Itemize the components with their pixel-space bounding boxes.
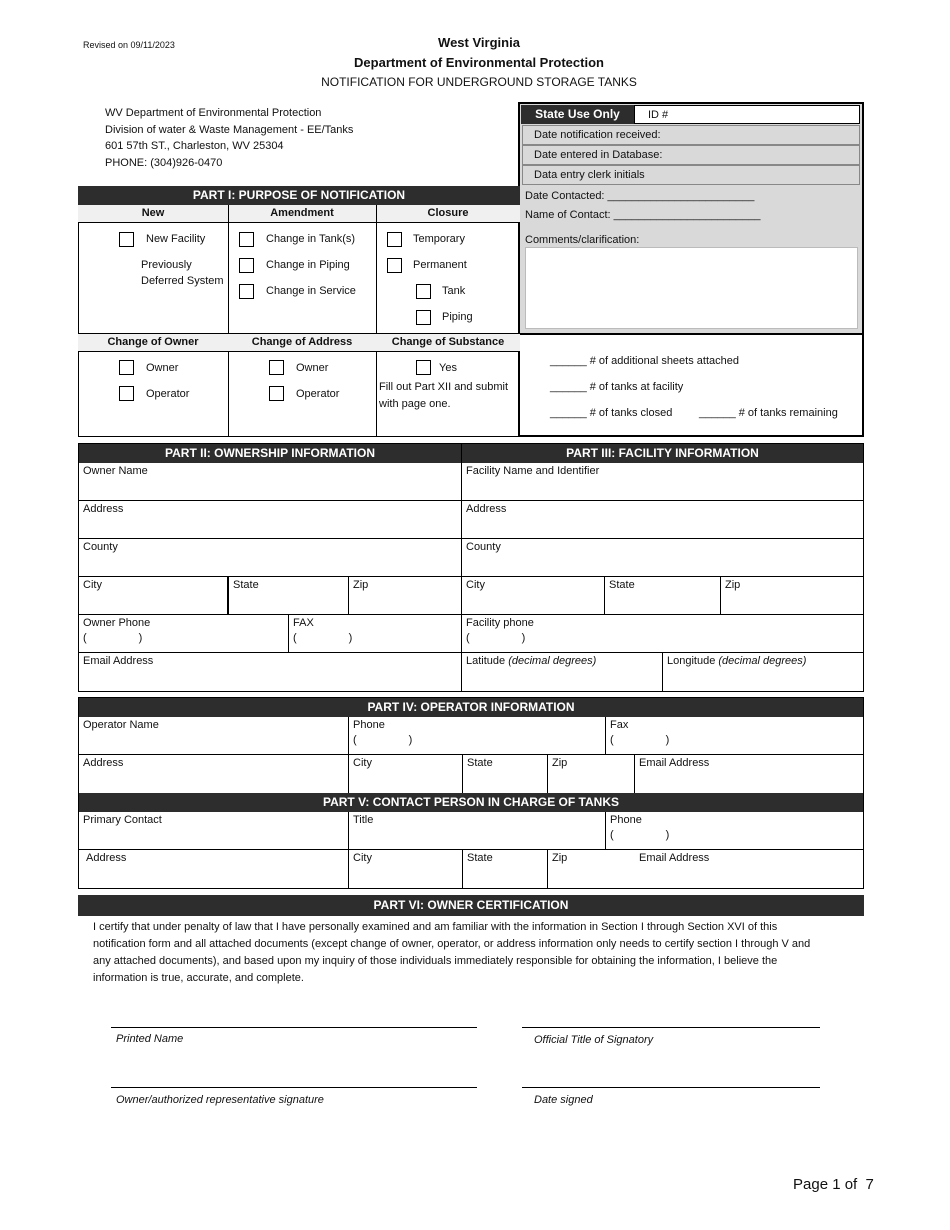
primary-contact-field[interactable]	[79, 812, 349, 850]
operator-state-field[interactable]	[463, 755, 548, 793]
operator-zip-field[interactable]	[548, 755, 635, 793]
operator-address-field[interactable]	[79, 755, 349, 793]
owner-fax-label: FAX	[293, 617, 314, 629]
facility-address-label: Address	[466, 503, 507, 515]
new-facility-label: New Facility	[146, 233, 206, 245]
change-substance-header: Change of Substance	[391, 336, 505, 348]
comments-field[interactable]	[525, 247, 858, 329]
state-use-box	[518, 102, 864, 335]
name-of-contact-field[interactable]: Name of Contact: ________________________	[525, 209, 761, 221]
operator-phone-label: Phone	[353, 719, 385, 731]
date-entered-label: Date entered in Database:	[534, 149, 663, 161]
facility-zip-field[interactable]	[721, 577, 863, 615]
change-address-owner-label: Owner	[296, 362, 329, 374]
contact-phone-field[interactable]	[606, 812, 863, 850]
official-title-label: Official Title of Signatory	[534, 1034, 654, 1046]
part3-title: PART III: FACILITY INFORMATION	[462, 444, 863, 463]
closure-tank-label: Tank	[442, 285, 466, 297]
agency-phone: PHONE: (304)926-0470	[105, 157, 223, 169]
comments-label: Comments/clarification:	[525, 234, 640, 246]
operator-city-field[interactable]	[349, 755, 463, 793]
longitude-units: (decimal degrees)	[718, 655, 807, 667]
facility-address-field[interactable]	[462, 501, 863, 539]
change-piping-label: Change in Piping	[266, 259, 350, 271]
revised-date: Revised on 09/11/2023	[83, 40, 175, 50]
change-address-owner-checkbox[interactable]	[269, 360, 284, 375]
new-facility-checkbox[interactable]	[119, 232, 134, 247]
owner-county-field[interactable]	[79, 539, 461, 577]
change-owner-operator-checkbox[interactable]	[119, 386, 134, 401]
header-department: Department of Environmental Protection	[354, 55, 604, 70]
part5-title: PART V: CONTACT PERSON IN CHARGE OF TANKS	[79, 793, 863, 812]
certification-line-3: any attached documents), and based upon my inquiry of those individuals immediately responsible for obtaining the information, I believe the	[93, 955, 778, 967]
agency-line-1: WV Department of Environmental Protection	[105, 107, 322, 119]
owner-address-field[interactable]	[79, 501, 461, 539]
tanks-closed-field[interactable]: ______ # of tanks closed	[550, 407, 673, 419]
owner-phone-paren: ( )	[83, 632, 143, 644]
change-service-checkbox[interactable]	[239, 284, 254, 299]
form-title: NOTIFICATION FOR UNDERGROUND STORAGE TANKS	[321, 75, 637, 89]
permanent-label: Permanent	[413, 259, 467, 271]
contact-city-label: City	[353, 852, 372, 864]
facility-city-field[interactable]	[462, 577, 605, 615]
fill-out-with-page-one: with page one.	[379, 398, 451, 410]
change-address-operator-checkbox[interactable]	[269, 386, 284, 401]
owner-address-label: Address	[83, 503, 124, 515]
printed-name-label: Printed Name	[116, 1033, 184, 1045]
col-amendment: Amendment	[270, 207, 334, 219]
longitude-field[interactable]	[663, 653, 863, 691]
official-title-line[interactable]	[522, 1027, 820, 1028]
tanks-remaining-field[interactable]: ______ # of tanks remaining	[699, 407, 838, 419]
printed-name-line[interactable]	[111, 1027, 477, 1028]
permanent-checkbox[interactable]	[387, 258, 402, 273]
change-owner-header: Change of Owner	[107, 336, 199, 348]
owner-city-field[interactable]	[79, 577, 229, 615]
change-piping-checkbox[interactable]	[239, 258, 254, 273]
date-contacted-field[interactable]: Date Contacted: ________________________	[525, 190, 755, 202]
page-number: Page 1 of 7	[793, 1176, 874, 1193]
operator-fax-label: Fax	[610, 719, 629, 731]
change-address-operator-label: Operator	[296, 388, 340, 400]
owner-fax-paren: ( )	[293, 632, 353, 644]
part6-title: PART VI: OWNER CERTIFICATION	[78, 895, 864, 916]
clerk-initials-label: Data entry clerk initials	[534, 169, 645, 181]
agency-line-2: Division of water & Waste Management - EE/Tanks	[105, 124, 354, 136]
part4-title: PART IV: OPERATOR INFORMATION	[79, 698, 863, 717]
owner-phone-field[interactable]	[79, 615, 289, 653]
facility-name-label: Facility Name and Identifier	[466, 465, 600, 477]
operator-name-label: Operator Name	[83, 719, 159, 731]
contact-phone-label: Phone	[610, 814, 642, 826]
date-signed-line[interactable]	[522, 1087, 820, 1088]
owner-state-label: State	[233, 579, 259, 591]
facility-phone-paren: ( )	[466, 632, 526, 644]
operator-fax-paren: ( )	[610, 734, 670, 746]
change-substance-yes-label: Yes	[439, 362, 457, 374]
owner-zip-label: Zip	[353, 579, 369, 591]
facility-county-label: County	[466, 541, 501, 553]
signature-line[interactable]	[111, 1087, 477, 1088]
contact-city-field[interactable]	[349, 850, 463, 888]
closure-piping-checkbox[interactable]	[416, 310, 431, 325]
agency-line-3: 601 57th ST., Charleston, WV 25304	[105, 140, 284, 152]
contact-title-field[interactable]	[349, 812, 606, 850]
operator-email-field[interactable]	[635, 755, 863, 793]
owner-email-label: Email Address	[83, 655, 154, 667]
closure-tank-checkbox[interactable]	[416, 284, 431, 299]
change-tanks-label: Change in Tank(s)	[266, 233, 356, 245]
date-received-label: Date notification received:	[534, 129, 661, 141]
latitude-label: Latitude	[466, 655, 506, 667]
state-use-title: State Use Only	[521, 105, 634, 124]
change-tanks-checkbox[interactable]	[239, 232, 254, 247]
change-owner-operator-label: Operator	[146, 388, 190, 400]
header-state: West Virginia	[438, 35, 520, 50]
facility-name-field[interactable]	[462, 463, 863, 501]
change-service-label: Change in Service	[266, 285, 356, 297]
contact-zip-label: Zip	[552, 852, 568, 864]
owner-county-label: County	[83, 541, 118, 553]
tanks-at-facility-field[interactable]: ______ # of tanks at facility	[550, 381, 684, 393]
contact-phone-paren: ( )	[610, 829, 670, 841]
col-closure: Closure	[427, 207, 469, 219]
part2-title: PART II: OWNERSHIP INFORMATION	[79, 444, 461, 463]
owner-name-label: Owner Name	[83, 465, 148, 477]
primary-contact-label: Primary Contact	[83, 814, 162, 826]
operator-state-label: State	[467, 757, 493, 769]
contact-address-field[interactable]	[79, 850, 349, 888]
operator-fax-field[interactable]	[606, 717, 863, 755]
contact-state-field[interactable]	[463, 850, 548, 888]
facility-zip-label: Zip	[725, 579, 741, 591]
facility-phone-label: Facility phone	[466, 617, 534, 629]
part1-title: PART I: PURPOSE OF NOTIFICATION	[78, 186, 520, 205]
owner-email-field[interactable]	[79, 653, 461, 691]
latitude-units: (decimal degrees)	[508, 655, 597, 667]
longitude-label: Longitude	[667, 655, 716, 667]
operator-city-label: City	[353, 757, 372, 769]
certification-line-4: information is true, accurate, and complete.	[93, 972, 304, 984]
change-owner-owner-checkbox[interactable]	[119, 360, 134, 375]
closure-piping-label: Piping	[442, 311, 473, 323]
operator-address-label: Address	[83, 757, 124, 769]
owner-name-field[interactable]	[79, 463, 461, 501]
facility-phone-field[interactable]	[462, 615, 863, 653]
temporary-checkbox[interactable]	[387, 232, 402, 247]
contact-address-label: Address	[86, 852, 127, 864]
contact-state-label: State	[467, 852, 493, 864]
facility-city-label: City	[466, 579, 485, 591]
facility-state-field[interactable]	[605, 577, 721, 615]
operator-email-label: Email Address	[639, 757, 710, 769]
owner-state-field[interactable]	[229, 577, 349, 615]
operator-zip-label: Zip	[552, 757, 568, 769]
change-substance-yes-checkbox[interactable]	[416, 360, 431, 375]
owner-phone-label: Owner Phone	[83, 617, 151, 629]
operator-phone-paren: ( )	[353, 734, 413, 746]
contact-zip-email-field[interactable]	[548, 850, 863, 888]
facility-state-label: State	[609, 579, 635, 591]
owner-fax-field[interactable]	[289, 615, 461, 653]
contact-email-label: Email Address	[639, 852, 710, 864]
col-new: New	[141, 207, 165, 219]
previously-label: Previously	[141, 259, 192, 271]
facility-county-field[interactable]	[462, 539, 863, 577]
date-signed-label: Date signed	[534, 1094, 593, 1106]
operator-phone-field[interactable]	[349, 717, 606, 755]
change-owner-owner-label: Owner	[146, 362, 179, 374]
fill-out-part-xii: Fill out Part XII and submit	[379, 381, 508, 393]
operator-name-field[interactable]	[79, 717, 349, 755]
signature-label: Owner/authorized representative signature	[116, 1094, 324, 1106]
change-address-header: Change of Address	[251, 336, 353, 348]
certification-line-2: notification form and all attached documents (except change of owner, operator, or address information only needs to certify section I through V and	[93, 938, 811, 950]
latitude-field[interactable]	[462, 653, 663, 691]
owner-zip-field[interactable]	[349, 577, 461, 615]
certification-line-1: I certify that under penalty of law that I have personally examined and am familiar with the information in Section I through Section XVI of this	[93, 921, 778, 933]
owner-city-label: City	[83, 579, 102, 591]
contact-title-label: Title	[353, 814, 374, 826]
temporary-label: Temporary	[413, 233, 465, 245]
deferred-system-label: Deferred System	[141, 275, 224, 287]
additional-sheets-field[interactable]: ______ # of additional sheets attached	[550, 355, 739, 367]
id-label: ID #	[648, 109, 669, 121]
